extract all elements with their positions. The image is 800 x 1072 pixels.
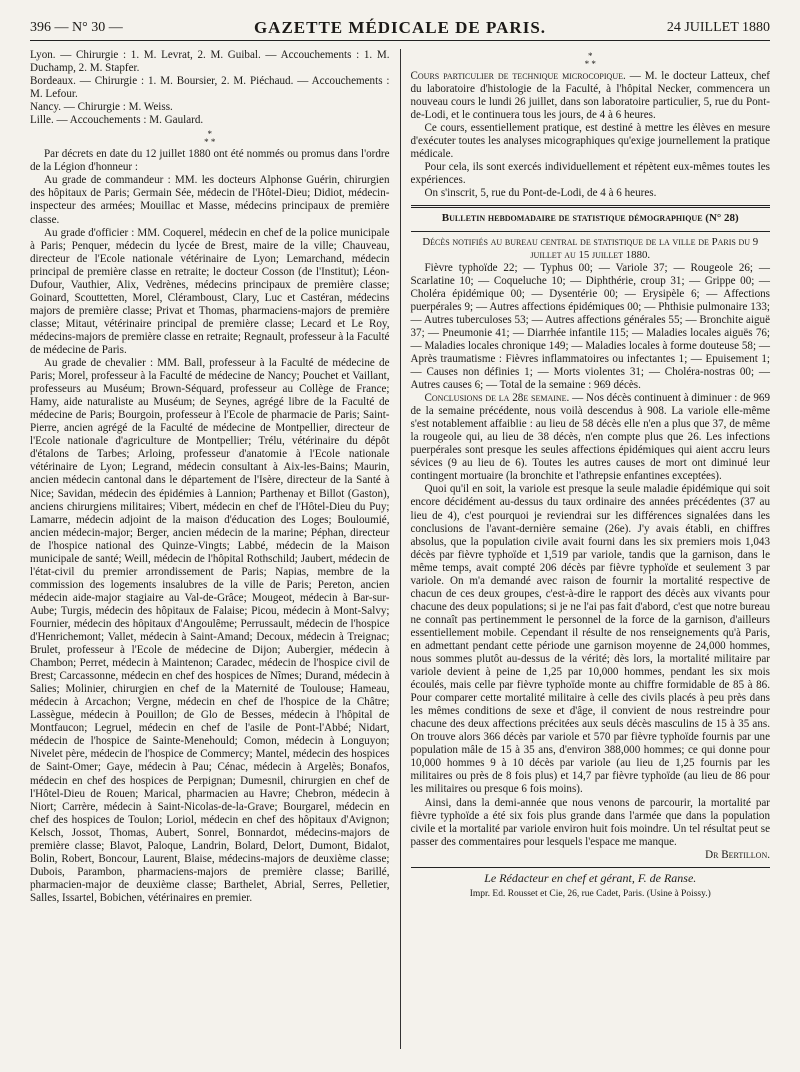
cours-p4: On s'inscrit, 5, rue du Pont-de-Lodi, de 4 à 6 heures. [424, 187, 657, 200]
footer-rule [411, 867, 771, 868]
journal-title: GAZETTE MÉDICALE DE PARIS. [253, 18, 547, 37]
left-column [30, 49, 398, 1049]
cours-p2: Ce cours, essentiellement pratique, est destiné à mettre les élèves en mesure d'exécuter toutes les analyses micographiques qu'exige journellement la pratique médicale. [410, 122, 770, 161]
para-lyon: Lyon. — Chirurgie : 1. M. Levrat, 2. M. Guibal. — Accouchements : 1. M. Duchamp, 2. M. Stapfer. [30, 49, 390, 75]
cours-p3: Pour cela, ils sont exercés individuellement et répètent eux-mêmes toutes les expériences. [410, 161, 770, 187]
para-chevalier: Au grade de chevalier : MM. Ball, professeur à la Faculté de médecine de Paris; Morel, professeur à la Faculté de médecine de Nancy; Pouchet et Vaillant, professeurs au Muséum; Brown-Séquard, professeur au Collège de France; Hamy, aide naturaliste au Muséum; de Seynes, agrégé libre de la Faculté de médecine de Paris; Bourgoin, professeur à l'Ecole de pharmacie de Paris; Saint-Pierre, ancien agrégé de la Faculté de médecine de Montpellier, directeur de l'Ecole nationale d'agriculture de Montpellier; Trélu, vétérinaire du dépôt d'étalons de Tarbes; Arloing, professeur d'anatomie à l'Ecole nationale vétérinaire de Lyon; Legrand, médecin consultant à Aix-les-Bains; Maurin, ancien médecin cantonal dans le département de l'Isère, directeur de la Santé à Nice; Savidan, médecin des épidémies à Lannion; Parthenay et Billot (Gaston), anciens chirurgiens militaires; Vibert, médecin en chef de l'Hôtel-Dieu du Puy; Lamarre, médecin adjoint de la maison d'éducation des Loges; Bouloumié, ancien médecin-major; Berger, ancien médecin de la marine; Péphan, directeur de l'hospice national des Quinze-Vingts; Labbé, médecin de la Maison municipale de santé; Weill, médecin de l'hôpital Rothschild; Jaubert, médecin de l'état-civil du premier arrondissement de Paris; Napias, membre de la commission des logements insalubres de la ville de Paris; Pereton, ancien médecin aide-major stagiaire au Val-de-Grâce; Mougeot, médecin à Bar-sur-Aube; Turgis, médecin des hôpitaux de Falaise; Picou, médecin à Mont-Salvy; Fournier, médecin des hôpitaux d'Angoulême; Perrussault, médecin de l'hospice d'Henrichemont; Vallet, médecin à Saint-Amand; Decoux, médecin à Treignac; Brulet, professeur à l'Ecole de médecine de Dijon; Aubergier, médecin à Chambon; Perret, médecin à Maintenon; Caradec, médecin de l'hospice civil de Brest; Carcassonne, médecin en chef des hospices de Nîmes; Durand, médecin à Salies; Molinier, chirurgien en chef de la Maternité de Toulouse; Hameau, médecin à Arcachon; Vergne, médecin en chef de l'hospice de la Châtre; Lassègue, médecin à Pouillon; de Glo de Besses, médecin à l'hôpital de Montfaucon; Legruel, médecin en chef de l'asile de Pont-l'Abbé; Nidart, médecin de l'hospice de Sainte-Menehould; Comon, médecin à Longuyon; Nivelet père, médecin de l'hospice de Commercy; Mantel, médecin des hospices de Saint-Omer; Gaye, médecin à Pau; Cénac, médecin à Argelès; Bonafos, médecin en chef des hospices de Perpignan; Dumesnil, chirurgien en chef de l'Hôtel-Dieu de Rouen; Marical, pharmacien au Havre; Chebron, médecin à Niort; Carrère, médecin à Saint-Nicolas-de-la-Grave; Bourgarel, médecin en chef des hospices de Toulon; Loriol, médecin en chef des hôpitaux d'Avignon; Kelsch, Jossot, Thomas, Aubert, Sonrel, Bonnardot, médecins-majors de première classe; Blavot, Paloque, Landrin, Bolard, Delort, Dumont, Bidalot, Bolin, Robert, Boncour, Laurent, Blaise, médecins-majors de deuxième classe; Dubois, Parambon, pharmaciens-majors de première classe; Barillé, pharmacien-major de deuxième classe; Barthelet, Abrial, Serres, Pelletier, Salles, Issartel, Bobichen, vétérinaires en premier. [30, 357, 390, 904]
para-ainsi: Ainsi, dans la demi-année que nous venons de parcourir, la mortalité par fièvre typhoïde a été six fois plus grande dans l'armée que dans la population civile et la mortalité par variole environ huit fois moindre. Un tel résultat peut se passer des commentaires pour lesquels l'espace me manque. [410, 796, 770, 848]
section-rule [411, 205, 771, 208]
issue-date: 24 JUILLET 1880 [666, 20, 770, 35]
para-nancy: Nancy. — Chirurgie : M. Weiss. [30, 101, 173, 114]
conclusions-title: Conclusions de la 28e semaine. [424, 392, 570, 405]
cours-title: Cours particulier de technique microcopique. [410, 70, 626, 82]
section-rule-2 [411, 231, 771, 232]
columns [30, 49, 770, 1049]
para-commandeur: Au grade de commandeur : MM. les docteurs Alphonse Guérin, chirurgien des hôpitaux de Paris; Germain Sée, médecin de l'Hôtel-Dieu; Didiot, médecin-inspecteur des armées; Mouillac et Masse, médecins principaux de première classe. [30, 174, 390, 226]
editor-line: Le Rédacteur en chef et gérant, F. de Ranse. [484, 870, 697, 885]
page-header [30, 18, 770, 41]
para-quoi: Quoi qu'il en soit, la variole est presque la seule maladie épidémique qui soit encore décidément au-dessus du taux ordinaire des années précédentes (37 au lieu de 4), c'est pourquoi je reviendrai sur les différences signalées dans les conclusions de l'avant-dernière semaine (26e). J'y avais établi, en chiffres absolus, que la population civile avait fourni dans les six premiers mois 1,043 décès par fièvre typhoïde et 1,519 par variole, tandis que la garnison, dans le même temps, avait compté 206 décès par fièvre typhoïde et seulement 3 par variole. On m'a demandé avec raison de fournir la mortalité respective de chacun de ces deux groupes, c'est-à-dire le rapport des décès aux vivants pour chacune des deux populations; si je ne l'ai pas fait d'abord, c'est que notre bureau ne connaît pas pertinemment le personnel de la force de la garnison, d'ailleurs essentiellement mobile. Cependant il résulte de nos renseignements qu'à Paris, en admettant pendant cette période une garnison moyenne de 24,000 hommes, nous sommes plutôt au-dessus de la vérité; dès lors, la mortalité militaire par variole devient à peine de 1,25 par 10,000 hommes, pendant les six mois écoulés, mais celle par fièvre typhoïde monte au chiffre formidable de 85 à 86. Pour comparer cette mortalité militaire à celle des civils placés à peu près dans les mêmes conditions de sexe et d'âge, il convient de nous restreindre pour chacune des deux affections précitées aux seuls décès masculins de 15 à 35 ans. On trouve alors 366 décès par variole et 570 par fièvre typhoïde fournis par une population mâle de 15 à 35 ans, d'environ 388,000 hommes; ce qui donne pour 10,000 hommes 9 à 10 décès par variole (au lieu de 1,25 fournis par les militaires ou près de 8 fois plus) et 14,7 par fièvre typhoïde (au lieu de 86 pour les militaires ou presque 6 fois moins). [410, 483, 770, 796]
para-bordeaux: Bordeaux. — Chirurgie : 1. M. Boursier, 2. M. Piéchaud. — Accouchements : M. Lefour. [30, 75, 390, 101]
bulletin-title: Bulletin hebdomadaire de statistique démographique (N° 28) [441, 212, 739, 225]
separator-stars: * * * [204, 129, 216, 148]
column-divider [400, 49, 401, 1049]
deces-title: Décès notifiés au bureau central de statistique de la ville de Paris du 9 juillet au 15 juillet 1880. [422, 235, 759, 261]
para-lille: Lille. — Accouchements : M. Gaulard. [30, 114, 204, 127]
separator-stars-right: * * * [584, 51, 596, 69]
para-officier: Au grade d'officier : MM. Coquerel, médecin en chef de la police municipale à Paris; Penquer, médecin du lycée de Brest, maire de la ville; Chauveau, directeur de l'Ecole nationale vétérinaire de Lyon; Lemarchand, médecin principal de première classe en retraite; le docteur Cosson (de l'Institut); Léon-Dufour, Vauthier, Alix, Vedrènes, médecins principaux de première classe; Goinard, Scouttetten, Morel, Cléramboust, Clary, Luc et Castéran, médecins majors de première classe; Privat et Thomas, pharmaciens-majors de première classe; Mitaut, vétérinaire principal de première classe; Lecard et Le Roy, médecins-majors de première classe en retraite; Regnault, professeur à la Faculté de médecine de Paris. [30, 226, 390, 356]
para-decrets: Par décrets en date du 12 juillet 1880 ont été nommés ou promus dans l'ordre de la Légion d'honneur : [30, 148, 390, 174]
conclusions-text: — Nos décès continuent à diminuer : de 969 de la semaine précédente, nous voilà descendus à 908. La variole elle-même s'est notablement affaiblie : au lieu de 58 décès elle n'en a plus que 37, de même la rougeole qui, au lieu de 38 décès, n'en compte plus que 26. Les infections puerpérales sont presque les seules affections épidémiques qui aient accru leurs sévices (9 au lieu de 6). Toutes les autres causes de mort ont diminué leur contingent mortuaire (la bronchite et l'athrepsie enfantines exceptées). [410, 392, 770, 483]
right-column [403, 49, 771, 1049]
imprint-line: Impr. Ed. Rousset et Cie, 26, rue Cadet, Paris. (Usine à Poissy.) [469, 888, 711, 899]
signature: Dr Bertillon. [705, 848, 770, 861]
cours-text: — M. le docteur Latteux, chef du laboratoire d'histologie de la Faculté, à l'hôpital Necker, commencera un nouveau cours le lundi 26 juillet, dans son laboratoire particulier, 5, rue du Pont-de-Lodi, et le continuera tous les jours, de 4 à 6 heures. [410, 70, 770, 122]
stats-paragraph: Fièvre typhoïde 22; — Typhus 00; — Variole 37; — Rougeole 26; — Scarlatine 10; — Coqueluche 10; — Diphthérie, croup 31; — Grippe 00; — Choléra épidémique 00; — Dysentérie 00; — Erysipèle 6; — Affections puerpérales 9; — Autres affections épidémiques 00; — Phthisie pulmonaire 133; — Autres tuberculoses 53; — Autres affections générales 55; — Bronchite aiguë 37; — Pneumonie 41; — Diarrhée infantile 115; — Maladies locales aiguës 76; — Maladies locales chronique 149; — Maladies locales à forme douteuse 58; — Après traumatisme : Fièvres inflammatoires ou infectantes 1; — Epuisement 1; — Causes non définies 1; — Morts violentes 31; — Choléra-nostras 00; — Autres causes 6; — Total de la semaine : 969 décès. [410, 261, 770, 392]
page-number: 396 — N° 30 — [30, 20, 123, 35]
